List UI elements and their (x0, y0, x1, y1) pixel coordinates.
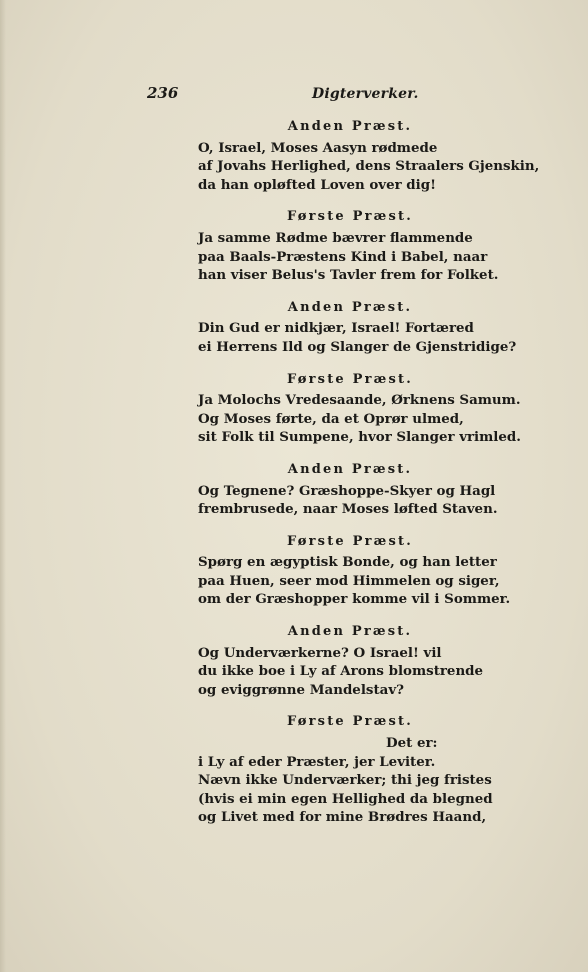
verse-line: Spørg en ægyptisk Bonde, og han letter (198, 554, 497, 571)
verse-line: da han opløfted Loven over dig! (198, 176, 436, 193)
speaker-label: Anden Præst. (287, 299, 413, 315)
page-number: 236 (147, 84, 179, 102)
verse-line: Og Underværkerne? O Israel! vil (198, 644, 442, 661)
verse-line: sit Folk til Sumpene, hvor Slanger vrimled. (198, 429, 521, 446)
speaker-label: Anden Præst. (287, 119, 413, 134)
verse-line: og eviggrønne Mandelstav? (198, 681, 404, 698)
verse-line: ei Herrens Ild og Slanger de Gjenstridige? (198, 338, 517, 355)
running-title: Digterverker. (312, 86, 419, 102)
verse-line: O, Israel, Moses Aasyn rødmede (198, 139, 438, 156)
speaker-label: Anden Præst. (287, 624, 413, 640)
speech-block (198, 623, 488, 699)
speech-block (198, 118, 540, 194)
verse-line: og Livet med for mine Brødres Haand, (198, 809, 487, 826)
verse-line: paa Baals-Præstens Kind i Babel, naar (198, 248, 488, 265)
speaker-label: Første Præst. (287, 371, 413, 387)
verse-line: Og Tegnene? Græshoppe-Skyer og Hagl (198, 482, 496, 499)
verse-line: Nævn ikke Underværker; thi jeg fristes (198, 772, 492, 789)
verse-line: du ikke boe i Ly af Arons blomstrende (198, 663, 484, 680)
verse-line: Ja Molochs Vredesaande, Ørknens Samum. (198, 392, 521, 409)
speaker-label: Første Præst. (287, 714, 413, 730)
speaker-label: Første Præst. (287, 209, 413, 225)
verse-line: i Ly af eder Præster, jer Leviter. (198, 753, 436, 770)
verse-line: Det er: (386, 735, 438, 752)
verse-line: af Jovahs Herlighed, dens Straalers Gjenskin, (198, 158, 540, 175)
speech-block (198, 533, 511, 609)
speech-block (198, 461, 498, 519)
page-header (0, 84, 588, 104)
speech-block (198, 208, 499, 284)
verse-line: (hvis ei min egen Hellighed da blegned (198, 790, 493, 807)
speech-block (198, 371, 521, 447)
speaker-label: Første Præst. (287, 533, 413, 549)
speaker-label: Anden Præst. (287, 461, 413, 477)
verse-line: han viser Belus's Tavler frem for Folket. (198, 267, 499, 284)
verse-line: Ja samme Rødme bævrer flammende (198, 229, 473, 246)
poem-body (198, 118, 540, 841)
verse-line: om der Græshopper komme vil i Sommer. (198, 591, 511, 608)
page-edge-shadow (0, 0, 6, 972)
speech-block (198, 299, 517, 357)
speech-block (198, 713, 493, 827)
verse-line: Din Gud er nidkjær, Israel! Fortæred (198, 320, 474, 337)
verse-line: paa Huen, seer mod Himmelen og siger, (198, 572, 500, 589)
verse-line: Og Moses førte, da et Oprør ulmed, (198, 410, 464, 427)
verse-line: frembrusede, naar Moses løfted Staven. (198, 501, 498, 518)
